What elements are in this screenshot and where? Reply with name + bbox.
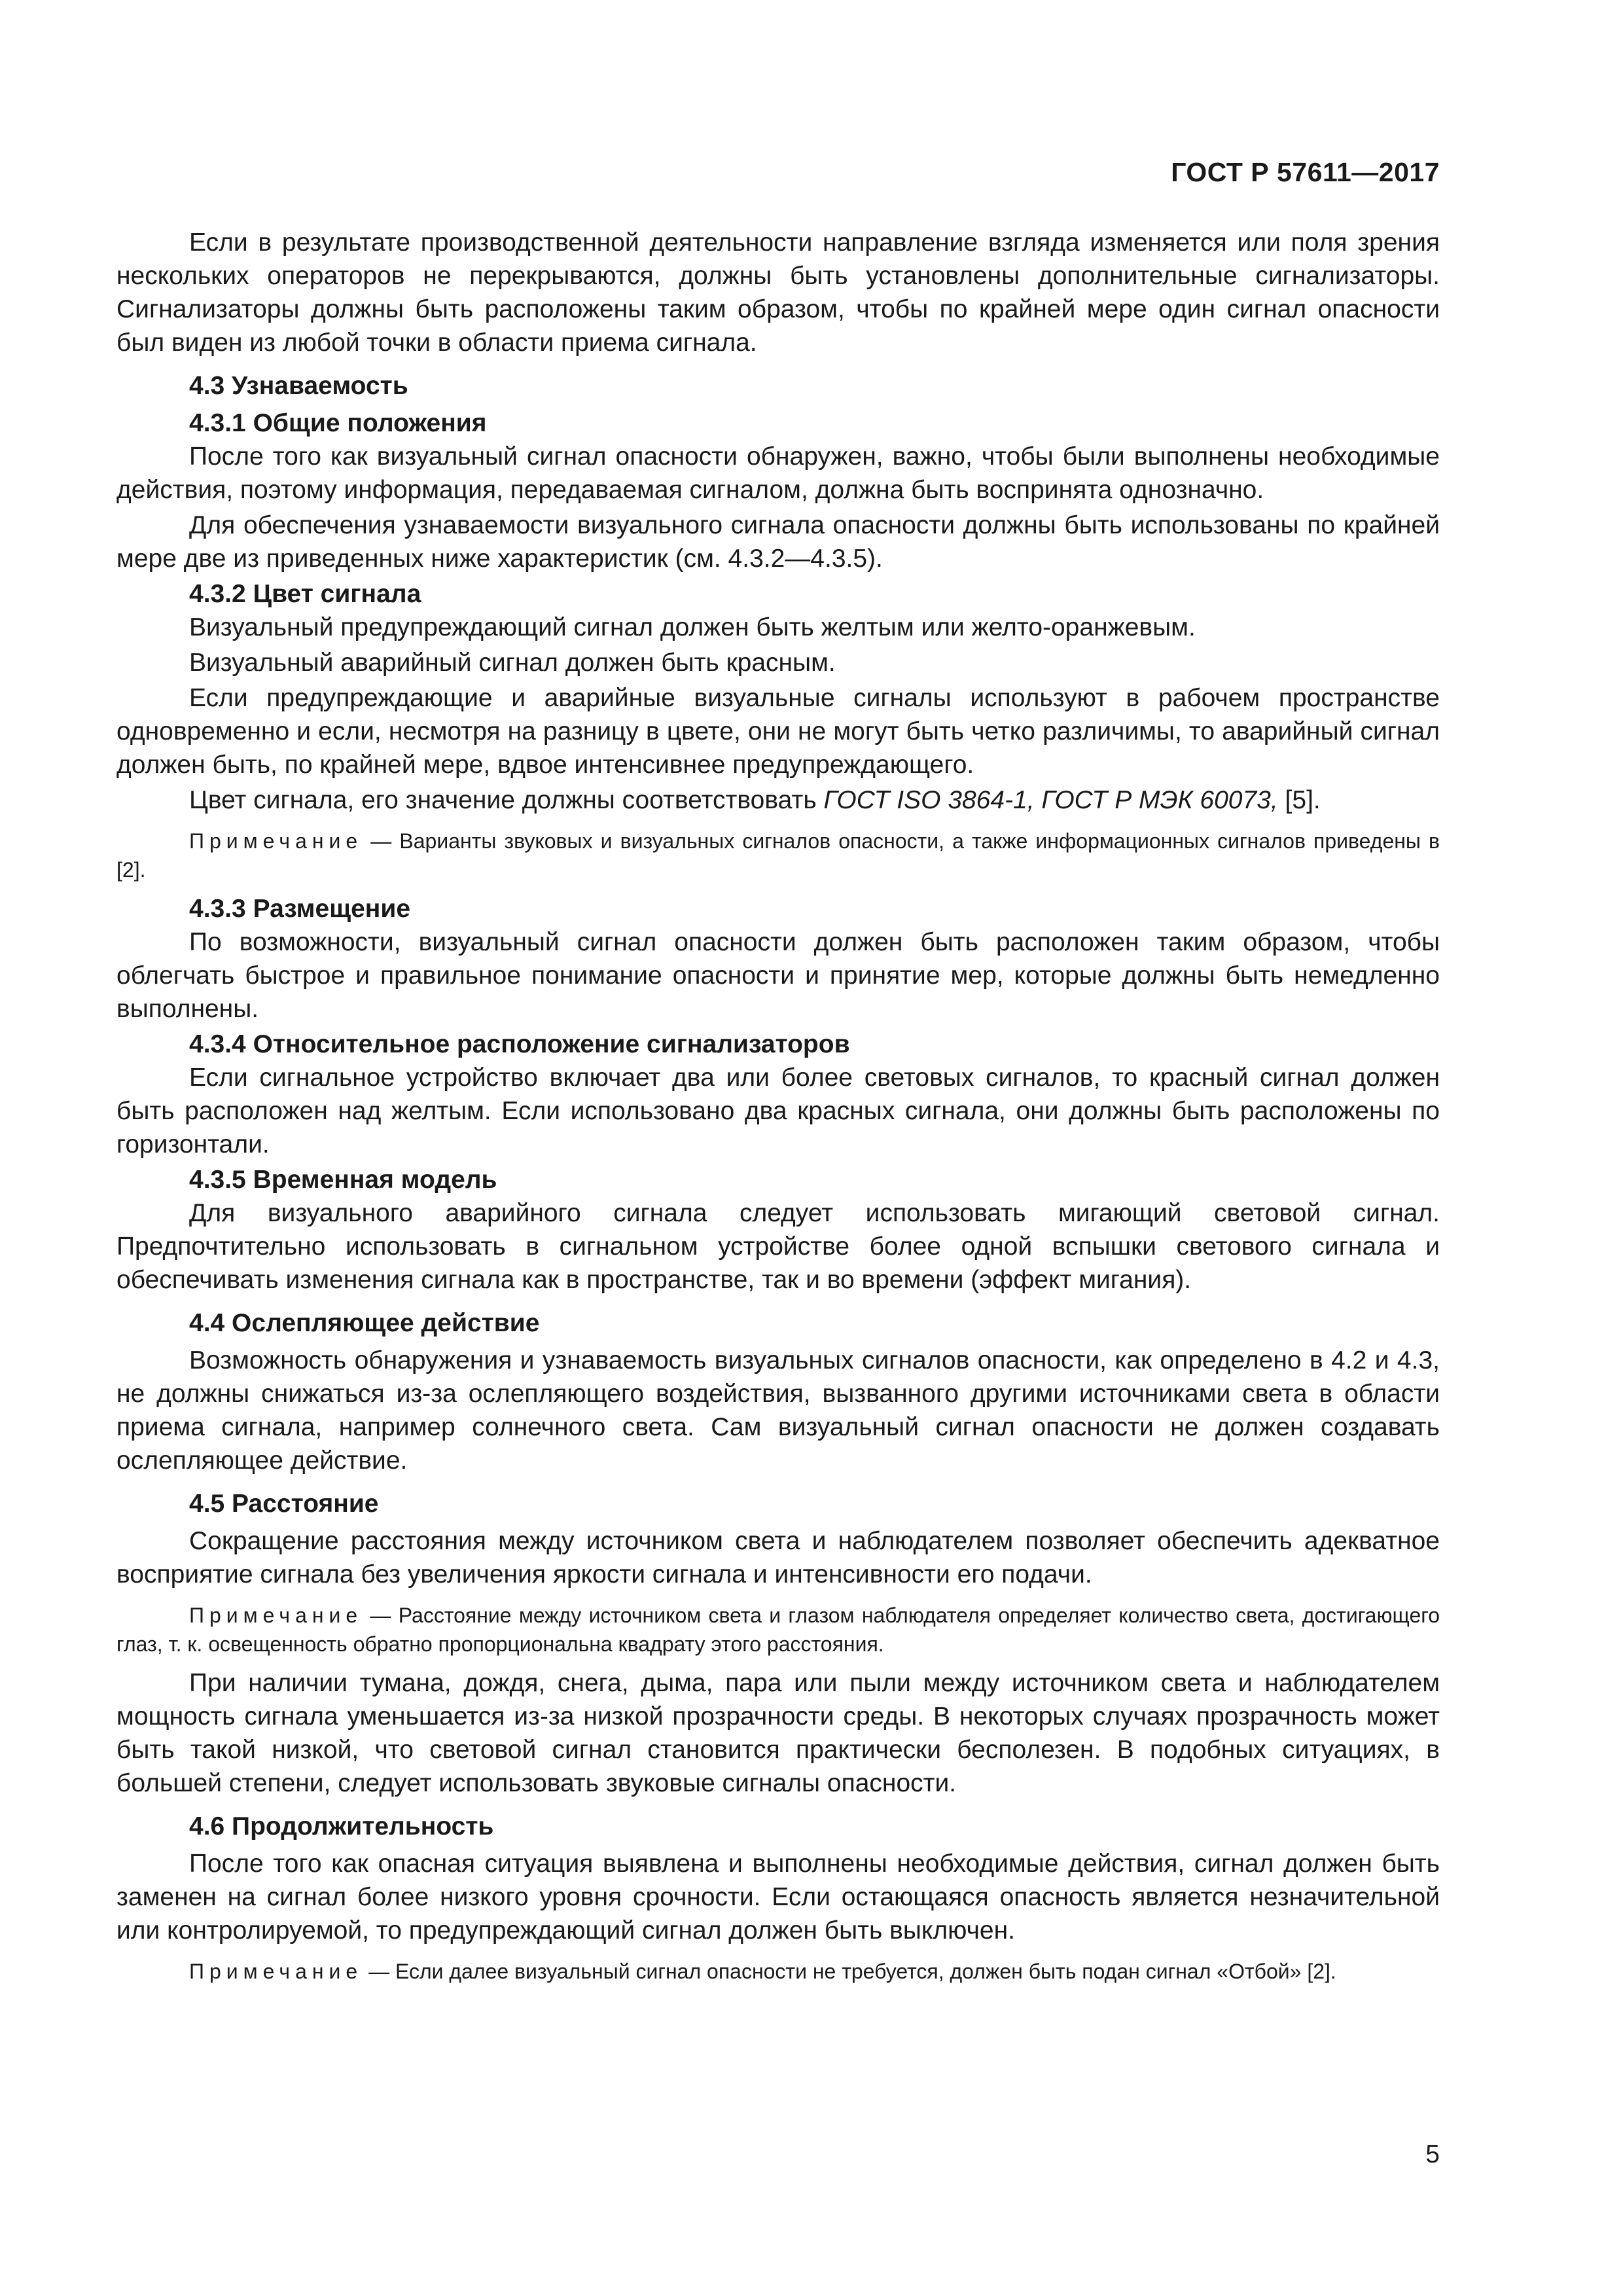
- section-4-3-2-paragraph-4: [116, 783, 1440, 817]
- section-4-3-2-paragraph-1: Визуальный предупреждающий сигнал должен быть желтым или желто-оранжевым.: [189, 613, 1196, 641]
- standards-reference-suffix: [5].: [1277, 786, 1321, 814]
- section-4-3-2-paragraph-3: Если предупреждающие и аварийные визуальные сигналы используют в рабочем пространстве одновременно и если, несмотря на разницу в цвете, они не могут быть четко различимы, то аварийный сигнал должен быть, по крайней мере, вдвое интенсивнее предупреждающего.: [116, 684, 1440, 779]
- note-4-5: [116, 1601, 1440, 1659]
- note-label: Примечание: [189, 1960, 363, 1983]
- section-4-3-3-heading: 4.3.3 Размещение: [189, 895, 411, 923]
- section-4-3-heading: 4.3 Узнаваемость: [189, 372, 408, 400]
- note-text: — Варианты звуковых и визуальных сигналов опасности, а также информационных сигналов приведены в [2].: [116, 829, 1440, 882]
- section-4-5-heading: 4.5 Расстояние: [189, 1490, 379, 1518]
- section-4-5-paragraph-1: Сокращение расстояния между источником света и наблюдателем позволяет обеспечить адекватное восприятие сигнала без увеличения яркости сигнала и интенсивности его подачи.: [116, 1527, 1440, 1588]
- section-4-6-paragraph-1: После того как опасная ситуация выявлена и выполнены необходимые действия, сигнал должен быть заменен на сигнал более низкого уровня срочности. Если остающаяся опасность является незначительной или контролируемой, то предупреждающий сигнал должен быть выключен.: [116, 1850, 1440, 1945]
- note-4-6: [116, 1957, 1440, 1986]
- doc-id: ГОСТ Р 57611—2017: [1171, 157, 1440, 187]
- section-4-3-4-paragraph-1: Если сигнальное устройство включает два или более световых сигналов, то красный сигнал должен быть расположен над желтым. Если использовано два красных сигнала, они должны быть расположены по горизонтали.: [116, 1064, 1440, 1158]
- section-4-3-5-heading: 4.3.5 Временная модель: [189, 1166, 497, 1194]
- note-label: Примечание: [189, 1604, 363, 1627]
- note-4-3-2: [116, 827, 1440, 884]
- note-text: — Если далее визуальный сигнал опасности не требуется, должен быть подан сигнал «Отбой» [2].: [363, 1960, 1336, 1983]
- section-4-3-1-paragraph-2: Для обеспечения узнаваемости визуального сигнала опасности должны быть использованы по крайней мере две из приведенных ниже характеристик (см. 4.3.2—4.3.5).: [116, 511, 1440, 573]
- standards-reference-prefix: Цвет сигнала, его значение должны соответствовать: [189, 786, 824, 814]
- section-4-3-1-paragraph-1: После того как визуальный сигнал опасности обнаружен, важно, чтобы были выполнены необходимые действия, поэтому информация, передаваемая сигналом, должна быть воспринята однозначно.: [116, 442, 1440, 504]
- note-text: — Расстояние между источником света и глазом наблюдателя определяет количество света, достигающего глаз, т. к. освещенность обратно пропорциональна квадрату этого расстояния.: [116, 1604, 1440, 1656]
- section-4-3-5-paragraph-1: Для визуального аварийного сигнала следует использовать мигающий световой сигнал. Предпочтительно использовать в сигнальном устройстве более одной вспышки светового сигнала и обеспечивать изменения сигнала как в пространстве, так и во времени (эффект мигания).: [116, 1199, 1440, 1294]
- section-4-5-paragraph-2: При наличии тумана, дождя, снега, дыма, пара или пыли между источником света и наблюдателем мощность сигнала уменьшается из-за низкой прозрачности среды. В некоторых случаях прозрачность может быть такой низкой, что световой сигнал становится практически бесполезен. В подобных ситуациях, в большей степени, следует использовать звуковые сигналы опасности.: [116, 1669, 1440, 1797]
- section-4-4-paragraph-1: Возможность обнаружения и узнаваемость визуальных сигналов опасности, как определено в 4.2 и 4.3, не должны снижаться из-за ослепляющего воздействия, вызванного другими источниками света в области приема сигнала, например солнечного света. Сам визуальный сигнал опасности не должен создавать ослепляющее действие.: [116, 1346, 1440, 1475]
- note-label: Примечание: [189, 829, 363, 853]
- section-4-3-1-heading: 4.3.1 Общие положения: [189, 409, 487, 437]
- section-4-6-heading: 4.6 Продолжительность: [189, 1812, 494, 1840]
- section-4-3-2-heading: 4.3.2 Цвет сигнала: [189, 580, 421, 608]
- section-4-3-3-paragraph-1: По возможности, визуальный сигнал опасности должен быть расположен таким образом, чтобы облегчать быстрое и правильное понимание опасности и принятие мер, которые должны быть немедленно выполнены.: [116, 928, 1440, 1023]
- section-4-3-4-heading: 4.3.4 Относительное расположение сигнализаторов: [189, 1030, 850, 1058]
- section-4-3-2-paragraph-2: Визуальный аварийный сигнал должен быть красным.: [189, 649, 836, 677]
- section-4-4-heading: 4.4 Ослепляющее действие: [189, 1309, 540, 1337]
- intro-paragraph: Если в результате производственной деятельности направление взгляда изменяется или поля зрения нескольких операторов не перекрываются, должны быть установлены дополнительные сигнализаторы. Сигнализаторы должны быть расположены таким образом, чтобы по крайней мере один сигнал опасности был виден из любой точки в области приема сигнала.: [116, 228, 1440, 357]
- document-header: [0, 157, 1440, 188]
- page-number: 5: [1425, 2140, 1440, 2168]
- page-content: [116, 226, 1440, 1986]
- standards-reference: ГОСТ ISO 3864-1, ГОСТ Р МЭК 60073,: [823, 786, 1278, 814]
